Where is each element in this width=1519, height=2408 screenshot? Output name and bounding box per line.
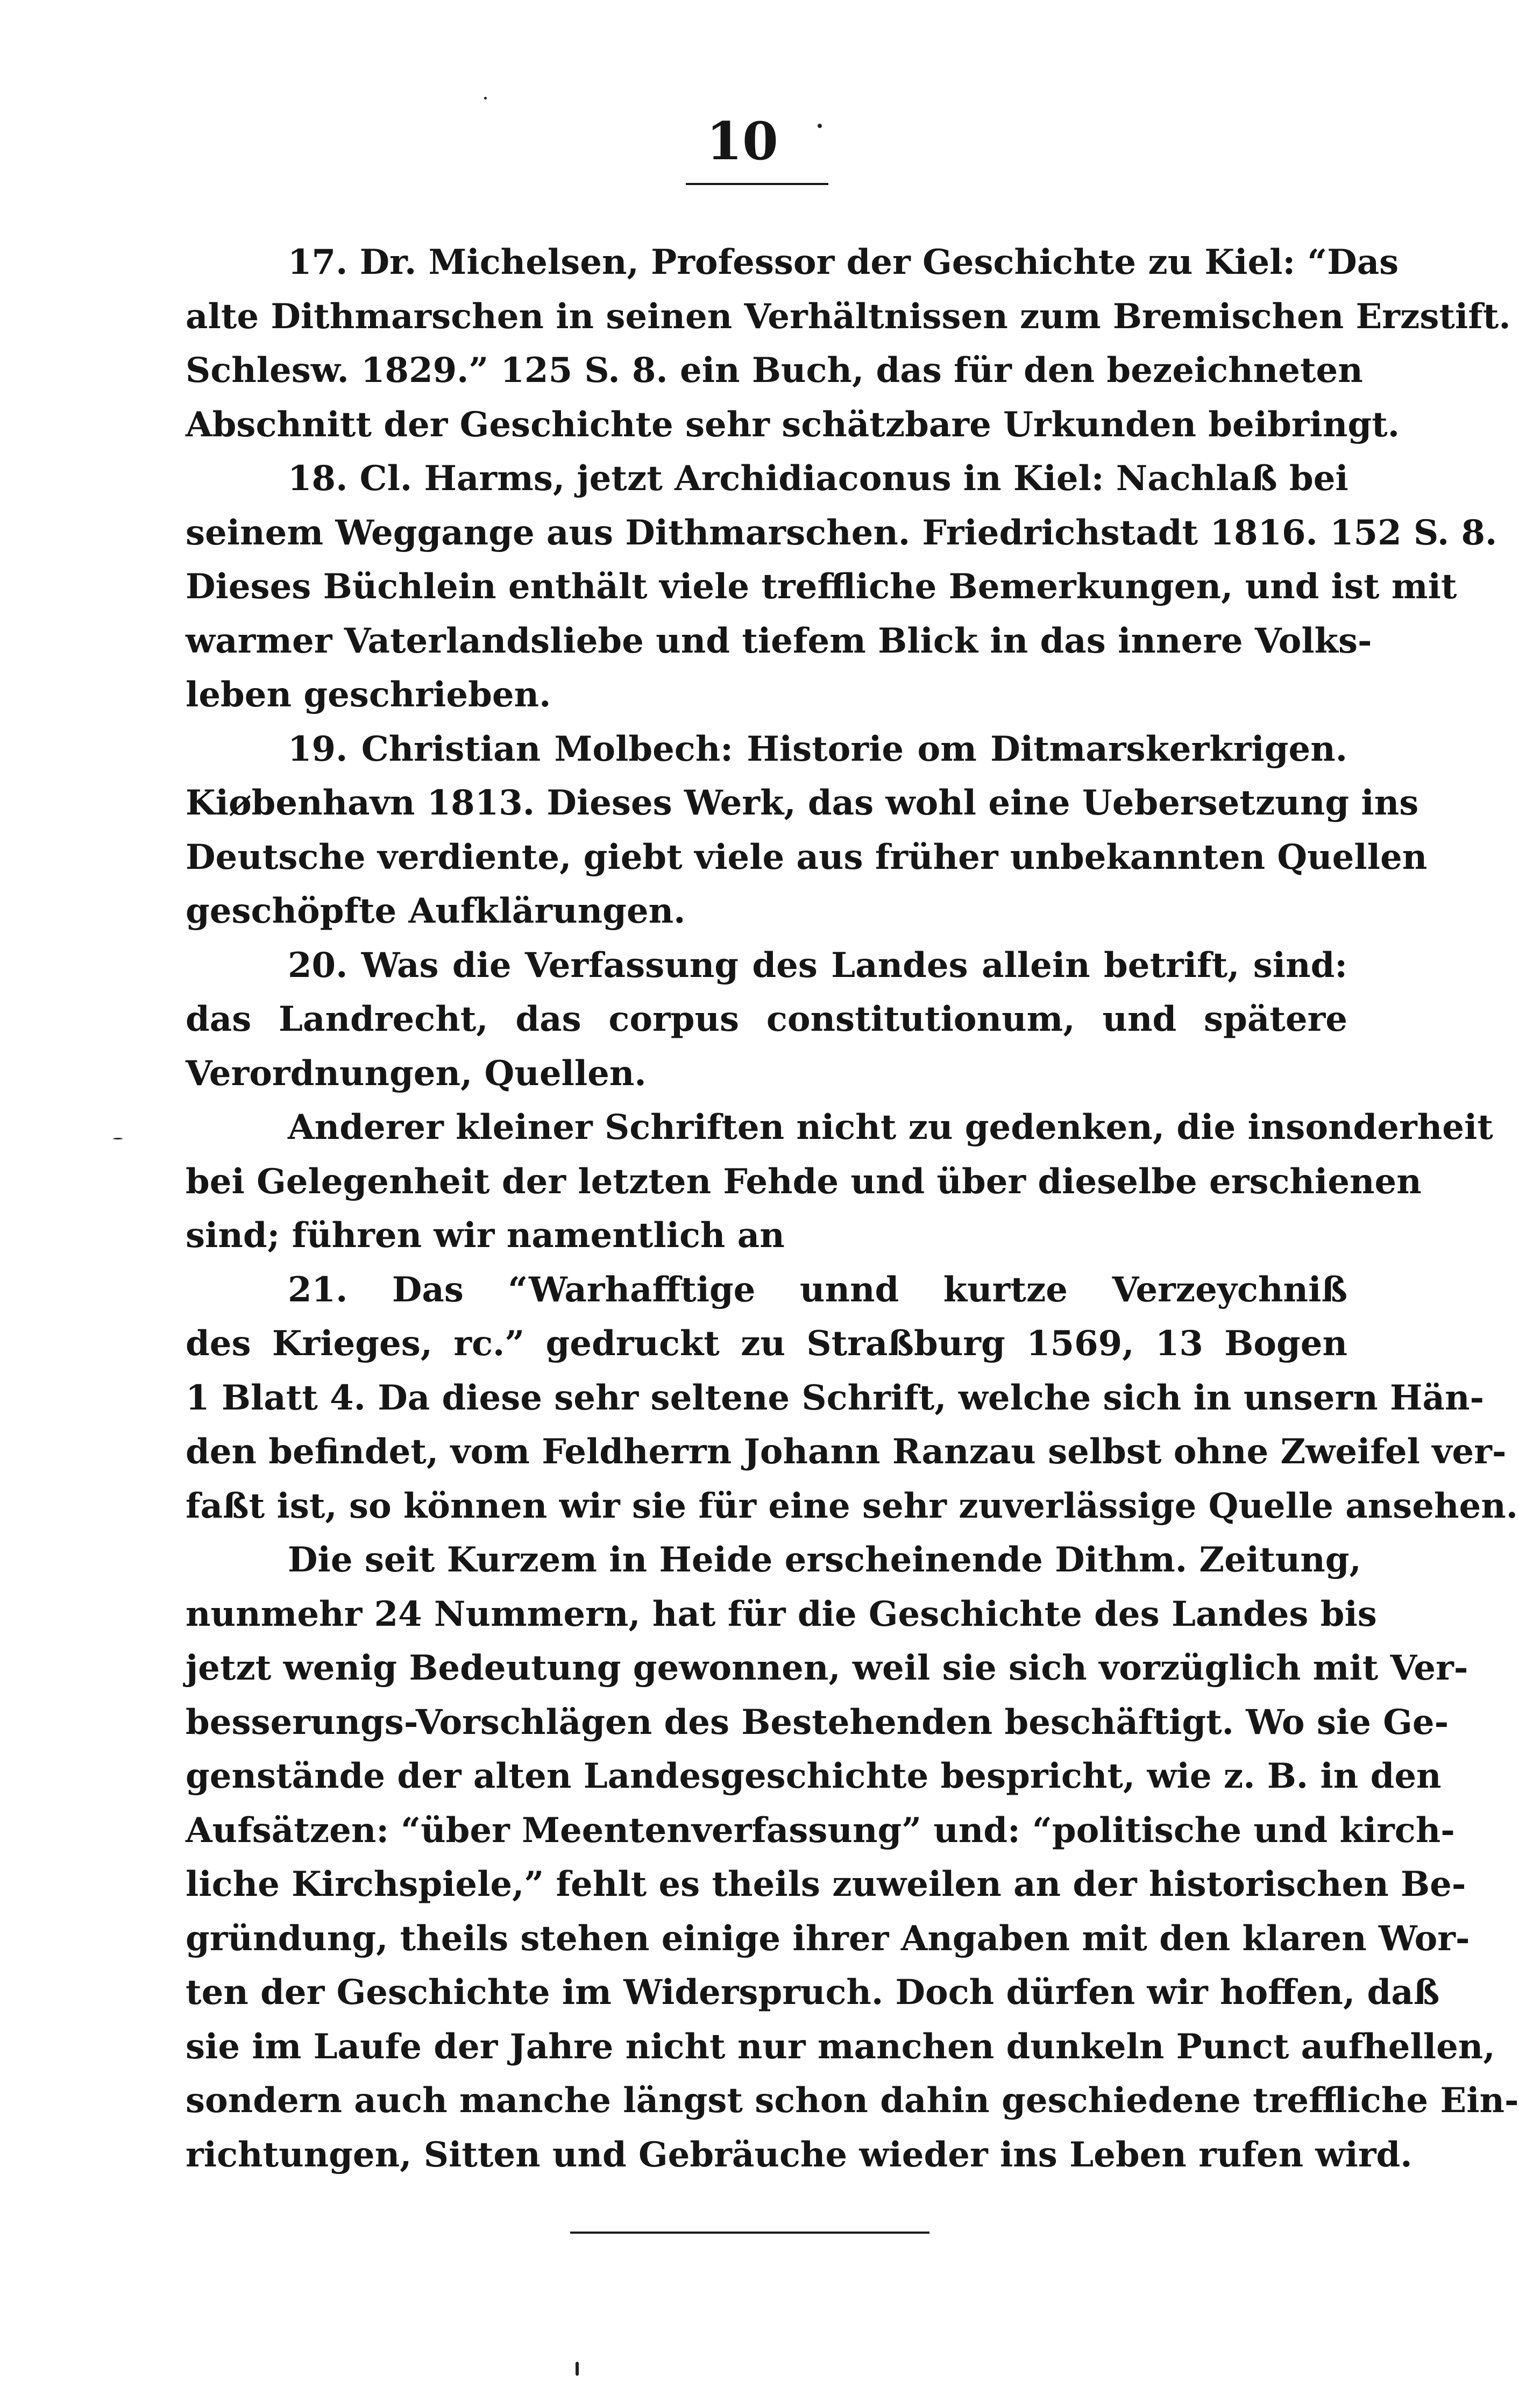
text-line: des Krieges, rc.” gedruckt zu Straßburg 1569, 13 Bogen bbox=[186, 1323, 1347, 1364]
print-speck bbox=[113, 1138, 123, 1139]
text-line: seinem Weggange aus Dithmarschen. Friedrichstadt 1816. 152 S. 8. bbox=[186, 513, 1497, 553]
text-line: Deutsche verdiente, giebt viele aus früher unbekannten Quellen bbox=[186, 837, 1428, 877]
text-line: das Landrecht, das corpus constitutionum, und spätere bbox=[186, 999, 1347, 1039]
text-line: Verordnungen, Quellen. bbox=[186, 1053, 647, 1094]
text-line: Dieses Büchlein enthält viele treffliche Bemerkungen, und ist mit bbox=[186, 566, 1457, 607]
text-line: faßt ist, so können wir sie für eine sehr zuverlässige Quelle ansehen. bbox=[186, 1486, 1518, 1526]
text-line: den befindet, vom Feldherrn Johann Ranzau selbst ohne Zweifel ver- bbox=[186, 1432, 1507, 1472]
text-line: 21. Das “Warhafftige unnd kurtze Verzeychniß bbox=[288, 1270, 1347, 1310]
text-line: Kiøbenhavn 1813. Dieses Werk, das wohl eine Uebersetzung ins bbox=[186, 783, 1419, 823]
text-line: bei Gelegenheit der letzten Fehde und über dieselbe erschienen bbox=[186, 1161, 1422, 1202]
text-line: ten der Geschichte im Widerspruch. Doch dürfen wir hoffen, daß bbox=[186, 1972, 1440, 2013]
text-line: 18. Cl. Harms, jetzt Archidiaconus in Kiel: Nachlaß bei bbox=[288, 458, 1348, 499]
text-line: Anderer kleiner Schriften nicht zu gedenken, die insonderheit bbox=[288, 1107, 1493, 1148]
text-line: gründung, theils stehen einige ihrer Angaben mit den klaren Wor- bbox=[186, 1918, 1470, 1959]
text-line: 17. Dr. Michelsen, Professor der Geschichte zu Kiel: “Das bbox=[288, 242, 1399, 282]
text-line: Schlesw. 1829.” 125 S. 8. ein Buch, das für den bezeichneten bbox=[186, 350, 1363, 391]
text-line: liche Kirchspiele,” fehlt es theils zuweilen an der historischen Be- bbox=[186, 1864, 1466, 1904]
text-line: besserungs-Vorschlägen des Bestehenden beschäftigt. Wo sie Ge- bbox=[186, 1702, 1449, 1743]
text-line: Die seit Kurzem in Heide erscheinende Dithm. Zeitung, bbox=[288, 1540, 1361, 1580]
header-rule bbox=[686, 183, 828, 185]
text-line: Abschnitt der Geschichte sehr schätzbare Urkunden beibringt. bbox=[186, 405, 1400, 445]
text-line: leben geschrieben. bbox=[186, 675, 551, 715]
text-line: jetzt wenig Bedeutung gewonnen, weil sie sich vorzüglich mit Ver- bbox=[186, 1648, 1468, 1688]
print-speck bbox=[484, 97, 487, 100]
print-speck bbox=[576, 2362, 579, 2376]
text-line: sie im Laufe der Jahre nicht nur manchen dunkeln Punct aufhellen, bbox=[186, 2027, 1495, 2067]
text-line: richtungen, Sitten und Gebräuche wieder ins Leben rufen wird. bbox=[186, 2135, 1412, 2175]
text-line: 19. Christian Molbech: Historie om Ditmarskerkrigen. bbox=[288, 729, 1347, 769]
text-line: nunmehr 24 Nummern, hat für die Geschichte des Landes bis bbox=[186, 1594, 1377, 1634]
text-line: alte Dithmarschen in seinen Verhältnissen zum Bremischen Erzstift. bbox=[186, 296, 1511, 337]
page-number: 10 bbox=[706, 111, 778, 172]
text-line: genstände der alten Landesgeschichte bespricht, wie z. B. in den bbox=[186, 1756, 1442, 1796]
text-line: 1 Blatt 4. Da diese sehr seltene Schrift, welche sich in unsern Hän- bbox=[186, 1378, 1485, 1418]
text-line: 20. Was die Verfassung des Landes allein betrift, sind: bbox=[288, 945, 1347, 986]
text-line: geschöpfte Aufklärungen. bbox=[186, 891, 686, 931]
footer-rule bbox=[570, 2232, 929, 2234]
text-line: warmer Vaterlandsliebe und tiefem Blick in das innere Volks- bbox=[186, 621, 1372, 661]
text-line: Aufsätzen: “über Meentenverfassung” und: “politische und kirch- bbox=[186, 1810, 1455, 1851]
print-speck bbox=[818, 124, 822, 128]
text-line: sondern auch manche längst schon dahin geschiedene treffliche Ein- bbox=[186, 2080, 1519, 2121]
text-line: sind; führen wir namentlich an bbox=[186, 1215, 785, 1256]
